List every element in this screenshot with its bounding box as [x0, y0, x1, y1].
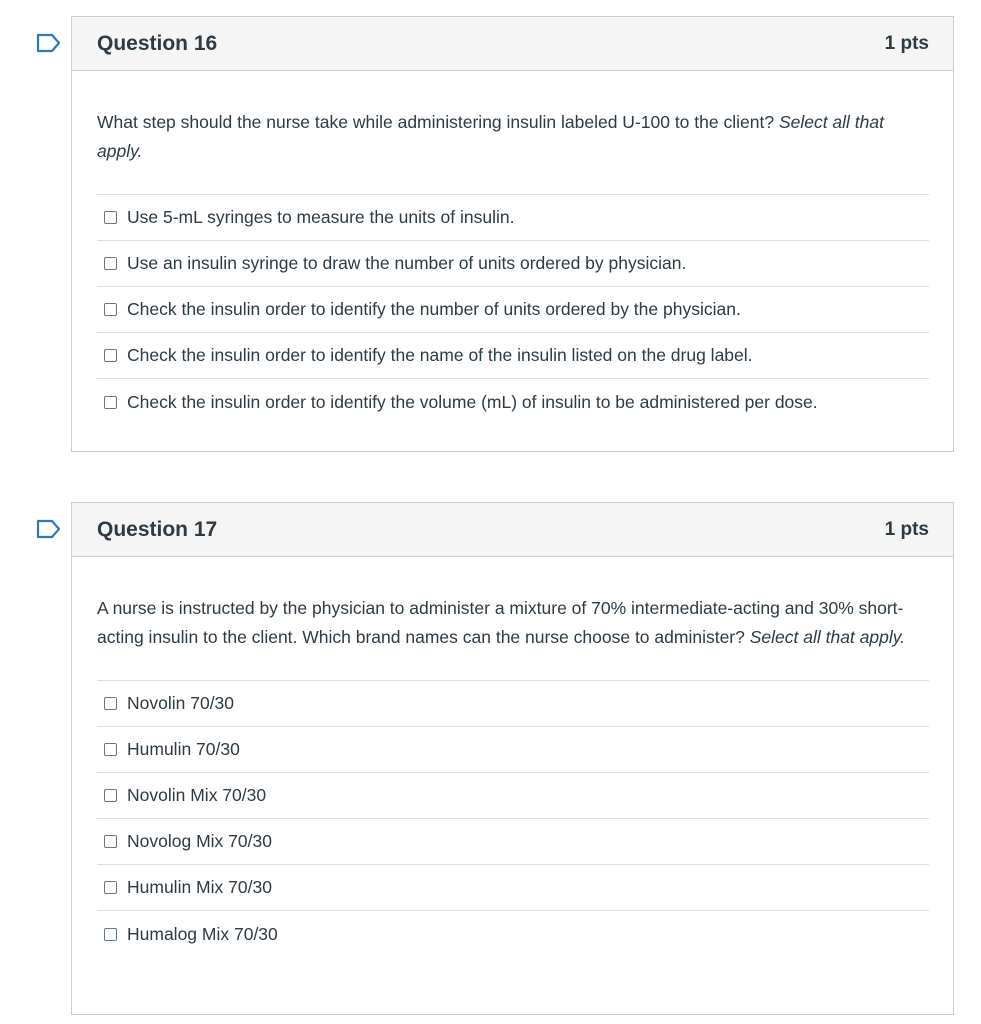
question-prompt-emphasis: Select all that apply. — [749, 627, 906, 647]
answer-label[interactable]: Use 5-mL syringes to measure the units of insulin. — [127, 207, 515, 227]
answer-option[interactable] — [97, 911, 929, 957]
answer-checkbox[interactable] — [104, 789, 117, 802]
answer-option[interactable] — [97, 865, 929, 911]
answer-option[interactable] — [97, 727, 929, 773]
answer-label[interactable]: Novolin 70/30 — [127, 693, 235, 713]
answer-checkbox[interactable] — [104, 928, 117, 941]
answer-checkbox[interactable] — [104, 396, 117, 409]
question-header — [72, 17, 953, 71]
answer-option[interactable] — [97, 333, 929, 379]
answer-option[interactable] — [97, 287, 929, 333]
question-points: 1 pts — [884, 32, 929, 54]
answer-label[interactable]: Novolin Mix 70/30 — [127, 785, 267, 805]
answer-label[interactable]: Novolog Mix 70/30 — [127, 831, 272, 851]
answer-label[interactable]: Check the insulin order to identify the volume (mL) of insulin to be administered per dose. — [127, 391, 818, 412]
flag-question-17-icon[interactable] — [36, 519, 62, 539]
answer-option[interactable] — [97, 819, 929, 865]
question-body — [72, 71, 953, 425]
answer-option[interactable] — [97, 773, 929, 819]
answer-checkbox[interactable] — [104, 211, 117, 224]
question-prompt — [97, 594, 929, 652]
answer-option[interactable] — [97, 379, 929, 425]
question-prompt-emphasis: Select all that apply. — [97, 112, 884, 161]
answer-label[interactable]: Humalog Mix 70/30 — [127, 923, 278, 944]
question-title: Question 16 — [97, 31, 218, 55]
answer-option[interactable] — [97, 241, 929, 287]
question-prompt-text: A nurse is instructed by the physician to administer a mixture of 70% intermediate-acting and 30% short-acting insulin to the client. Which brand names can the nurse choose to administer? — [97, 598, 904, 647]
answer-checkbox[interactable] — [104, 349, 117, 362]
question-body — [72, 557, 953, 957]
question-17 — [71, 502, 954, 1015]
answer-label[interactable]: Humulin Mix 70/30 — [127, 877, 272, 897]
question-points: 1 pts — [884, 518, 929, 540]
answer-checkbox[interactable] — [104, 303, 117, 316]
answer-label[interactable]: Check the insulin order to identify the name of the insulin listed on the drug label. — [127, 345, 753, 365]
question-header — [72, 503, 953, 557]
question-title: Question 17 — [97, 517, 218, 541]
answer-list — [97, 194, 929, 425]
answer-option[interactable] — [97, 195, 929, 241]
answer-checkbox[interactable] — [104, 835, 117, 848]
answer-checkbox[interactable] — [104, 697, 117, 710]
question-prompt-text: What step should the nurse take while administering insulin labeled U-100 to the client? — [97, 112, 775, 132]
answer-label[interactable]: Use an insulin syringe to draw the number of units ordered by physician. — [127, 253, 687, 273]
question-prompt — [97, 108, 929, 166]
answer-list — [97, 680, 929, 957]
answer-checkbox[interactable] — [104, 881, 117, 894]
answer-label[interactable]: Check the insulin order to identify the number of units ordered by the physician. — [127, 299, 741, 319]
answer-checkbox[interactable] — [104, 743, 117, 756]
answer-label[interactable]: Humulin 70/30 — [127, 739, 240, 759]
answer-option[interactable] — [97, 681, 929, 727]
answer-checkbox[interactable] — [104, 257, 117, 270]
question-16 — [71, 16, 954, 452]
flag-question-16-icon[interactable] — [36, 33, 62, 53]
